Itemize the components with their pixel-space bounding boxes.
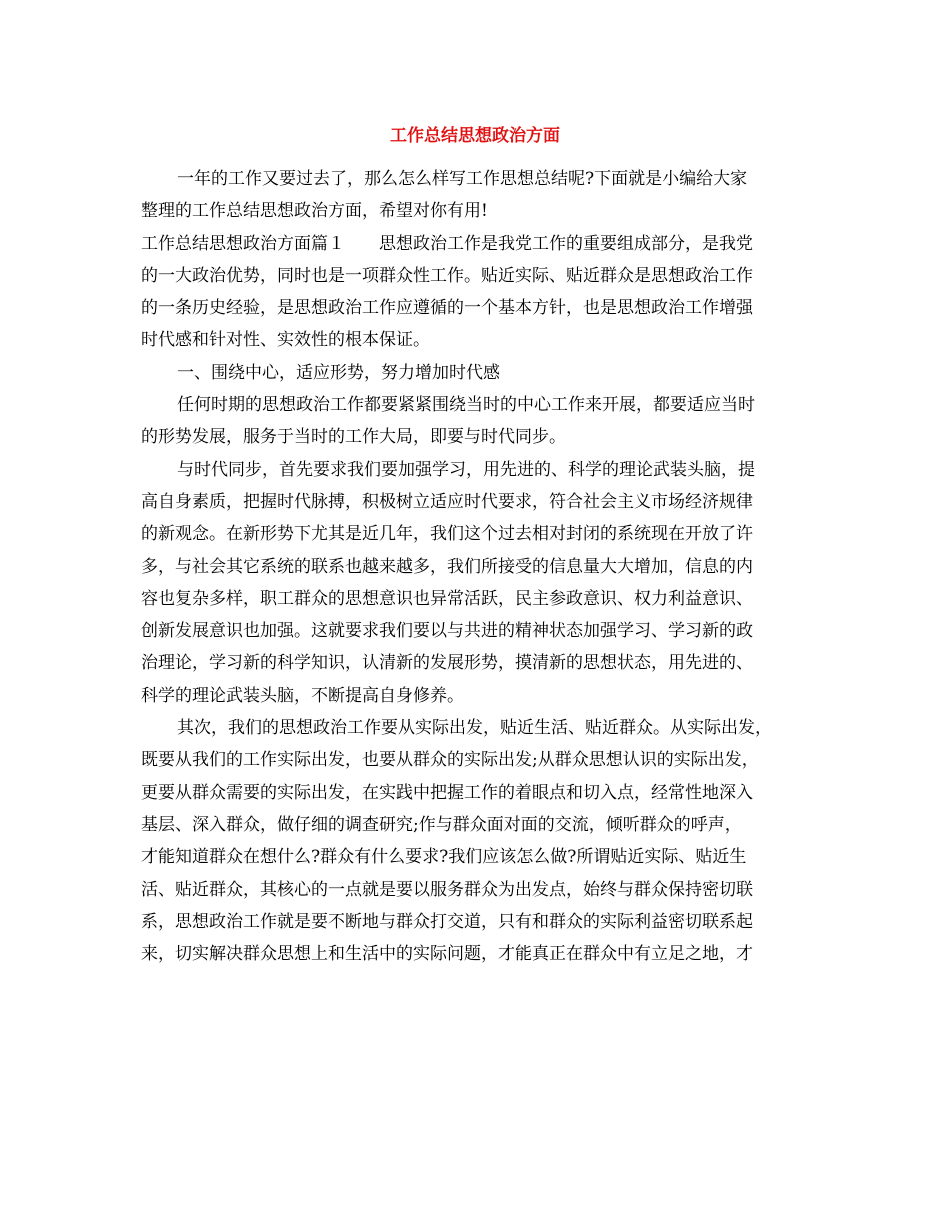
body-line: 治理论，学习新的科学知识，认清新的发展形势，摸清新的思想状态，用先进的、: [141, 653, 753, 674]
document-body: [141, 163, 831, 970]
body-line: 多，与社会其它系统的联系也越来越多，我们所接受的信息量大大增加，信息的内: [141, 556, 753, 577]
body-line: 更要从群众需要的实际出发，在实践中把握工作的着眼点和切入点，经常性地深入: [141, 782, 753, 803]
body-line: 来，切实解决群众思想上和生活中的实际问题，才能真正在群众中有立足之地，才: [141, 944, 753, 965]
body-line: 活、贴近群众，其核心的一点就是要以服务群众为出发点，始终与群众保持密切联: [141, 879, 753, 900]
body-line: 的一大政治优势，同时也是一项群众性工作。贴近实际、贴近群众是思想政治工作: [141, 265, 753, 286]
body-line: 高自身素质，把握时代脉搏，积极树立适应时代要求，符合社会主义市场经济规律: [141, 491, 753, 512]
document-title: 工作总结思想政治方面: [390, 126, 560, 146]
body-line: 一、围绕中心，适应形势，努力增加时代感: [177, 362, 500, 383]
body-line: 时代感和针对性、实效性的根本保证。: [141, 330, 430, 351]
body-line: 其次，我们的思想政治工作要从实际出发，贴近生活、贴近群众。从实际出发，: [177, 718, 772, 739]
body-line: 科学的理论武装头脑，不断提高自身修养。: [141, 685, 464, 706]
body-line: 的新观念。在新形势下尤其是近几年，我们这个过去相对封闭的系统现在开放了许: [141, 524, 753, 545]
body-line: 才能知道群众在想什么?群众有什么要求?我们应该怎么做?所谓贴近实际、贴近生: [141, 847, 747, 868]
body-line: 创新发展意识也加强。这就要求我们要以与共进的精神状态加强学习、学习新的政: [141, 621, 753, 642]
body-line: 既要从我们的工作实际出发，也要从群众的实际出发;从群众思想认识的实际出发，: [141, 750, 759, 771]
body-line: 基层、深入群众，做仔细的调查研究;作与群众面对面的交流，倾听群众的呼声，: [141, 814, 742, 835]
body-line: 工作总结思想政治方面篇１ 思想政治工作是我党工作的重要组成部分，是我党: [141, 233, 753, 254]
body-line: 与时代同步，首先要求我们要加强学习，用先进的、科学的理论武装头脑，提: [177, 459, 755, 480]
body-line: 系，思想政治工作就是要不断地与群众打交道，只有和群众的实际利益密切联系起: [141, 911, 753, 932]
body-line: 整理的工作总结思想政治方面，希望对你有用!: [141, 201, 488, 222]
body-line: 的形势发展，服务于当时的工作大局，即要与时代同步。: [141, 427, 566, 448]
body-line: 一年的工作又要过去了，那么怎么样写工作思想总结呢?下面就是小编给大家: [177, 169, 748, 189]
body-line: 的一条历史经验，是思想政治工作应遵循的一个基本方针，也是思想政治工作增强: [141, 298, 753, 319]
body-line: 任何时期的思想政治工作都要紧紧围绕当时的中心工作来开展，都要适应当时: [177, 395, 755, 416]
body-line: 容也复杂多样，职工群众的思想意识也异常活跃，民主参政意识、权力利益意识、: [141, 588, 753, 609]
